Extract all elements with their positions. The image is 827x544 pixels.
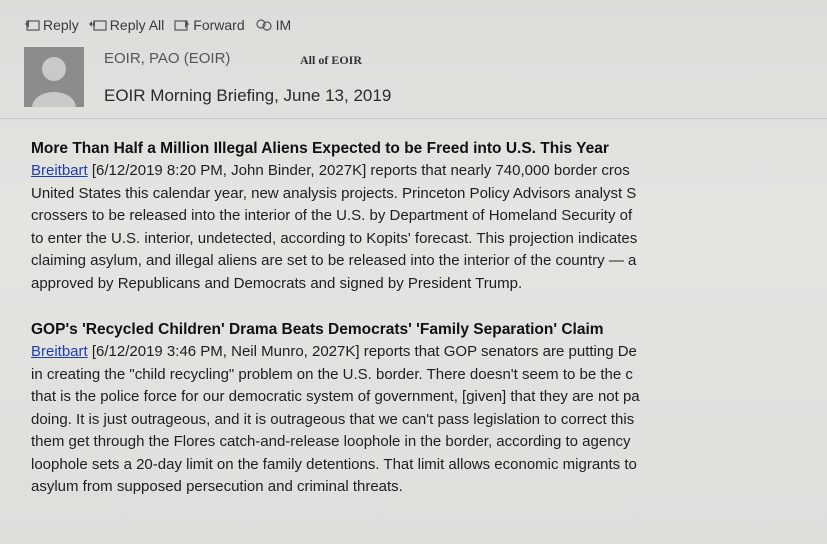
article-line: that is the police force for our democratic system of government, [given] that they are not pa bbox=[31, 388, 640, 405]
forward-label: Forward bbox=[193, 17, 245, 33]
im-button[interactable] bbox=[255, 17, 292, 33]
reply-button[interactable] bbox=[24, 17, 79, 33]
source-link[interactable]: Breitbart bbox=[31, 343, 88, 360]
reply-all-label: Reply All bbox=[109, 17, 165, 33]
sender-name: EOIR, PAO (EOIR) bbox=[104, 50, 231, 67]
article-line: them get through the Flores catch-and-release loophole in the border, according to agency bbox=[31, 433, 631, 450]
recipients[interactable]: All of EOIR bbox=[300, 53, 363, 67]
article-text bbox=[31, 341, 827, 499]
article-line: United States this calendar year, new analysis projects. Princeton Policy Advisors analyst S bbox=[31, 184, 637, 202]
reply-all-button[interactable] bbox=[89, 17, 164, 33]
article-line: claiming asylum, and illegal aliens are set to be released into the interior of the country — a bbox=[31, 252, 637, 269]
article-line bbox=[31, 160, 827, 183]
reply-all-icon bbox=[89, 18, 107, 32]
article-line: in creating the "child recycling" problem on the U.S. border. There doesn't seem to be the c bbox=[31, 365, 633, 383]
source-link[interactable]: Breitbart bbox=[31, 162, 88, 179]
article-line: loophole sets a 20-day limit on the family detentions. That limit allows economic migrants to bbox=[31, 455, 637, 473]
header-divider bbox=[0, 118, 827, 119]
article-line: asylum from supposed persecution and criminal threats. bbox=[31, 478, 403, 495]
message-body bbox=[31, 138, 827, 523]
line-text: [6/12/2019 8:20 PM, John Binder, 2027K] reports that nearly 740,000 border cros bbox=[87, 162, 630, 179]
line-text: [6/12/2019 3:46 PM, Neil Munro, 2027K] reports that GOP senators are putting De bbox=[87, 343, 637, 360]
article-headline: GOP's 'Recycled Children' Drama Beats Democrats' 'Family Separation' Claim bbox=[31, 321, 604, 338]
article-line: to enter the U.S. interior, undetected, according to Kopits' forecast. This projection indicates bbox=[31, 229, 638, 247]
reply-label: Reply bbox=[43, 17, 79, 33]
article-headline: More Than Half a Million Illegal Aliens Expected to be Freed into U.S. This Year bbox=[31, 140, 609, 157]
article-line: doing. It is just outrageous, and it is outrageous that we can't pass legislation to correct this bbox=[31, 410, 635, 428]
chat-icon bbox=[255, 18, 273, 32]
article bbox=[31, 138, 827, 295]
article-line bbox=[31, 341, 827, 364]
person-icon bbox=[24, 47, 84, 107]
reply-icon bbox=[24, 18, 40, 32]
article-text bbox=[31, 160, 827, 295]
forward-icon bbox=[174, 18, 190, 32]
message-subject: EOIR Morning Briefing, June 13, 2019 bbox=[104, 86, 392, 105]
message-toolbar bbox=[24, 14, 291, 36]
forward-button[interactable] bbox=[174, 17, 244, 33]
message-header bbox=[24, 44, 804, 114]
article-line: approved by Republicans and Democrats and signed by President Trump. bbox=[31, 274, 523, 292]
article-line: crossers to be released into the interior of the U.S. by Department of Homeland Security of bbox=[31, 207, 633, 224]
avatar bbox=[24, 47, 84, 107]
article bbox=[31, 319, 827, 499]
im-label: IM bbox=[275, 17, 292, 33]
